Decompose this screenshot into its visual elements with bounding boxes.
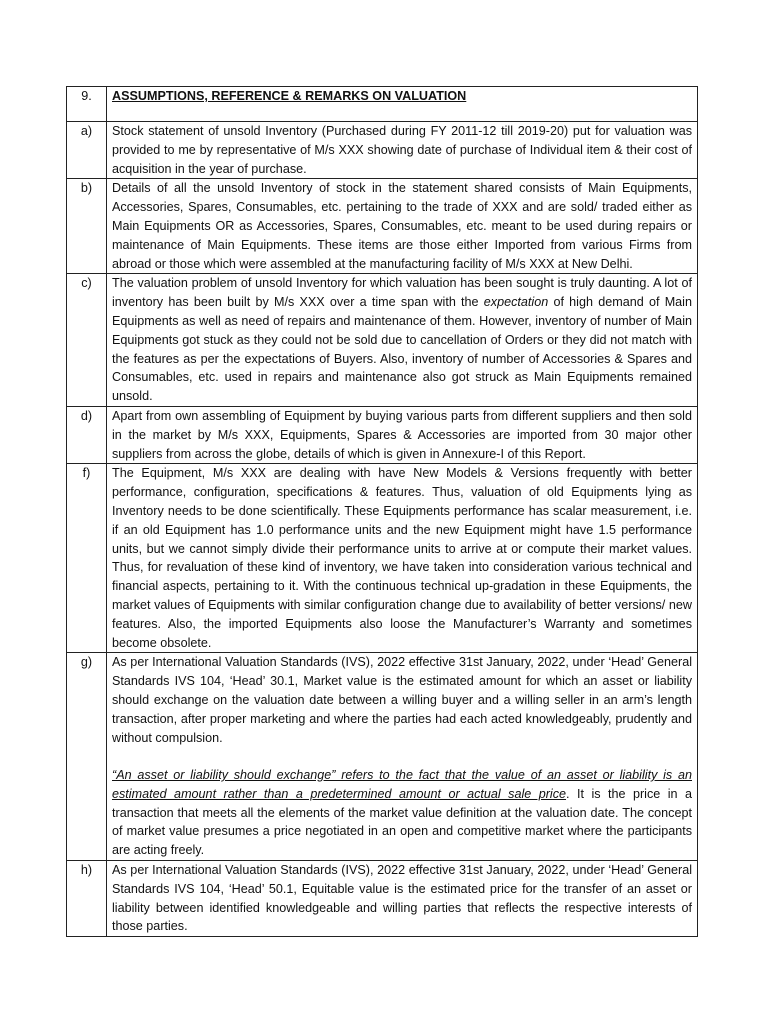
- row-text: As per International Valuation Standards (IVS), 2022 effective 31st January, 2022, under ‘Head’ General Standards IVS 104, ‘Head’ 50.1, Equitable value is the estimated price for the transfer of an asset or liability between identified knowledgeable and willing parties that reflects the respective interests of those parties.: [107, 861, 698, 937]
- row-label: a): [67, 122, 107, 179]
- table-row: [67, 274, 698, 407]
- table-row: [67, 179, 698, 274]
- row-text-part: of high demand of Main Equipments as well as need of repairs and maintenance of them. However, inventory of number of Main Equipments got stuck as they could not be sold due to cancellation of Orders or they did not match with the features as per the expectations of Buyers. Also, inventory of number of Accessories & Spares and Consumables, etc. used in repairs and maintenance also got struck as Main Equipments remained unsold.: [112, 295, 692, 404]
- row-label: b): [67, 179, 107, 274]
- table-row: [67, 464, 698, 653]
- row-text: Stock statement of unsold Inventory (Purchased during FY 2011-12 till 2019-20) put for valuation was provided to me by representative of M/s XXX showing date of purchase of Individual item & their cost of acquisition in the year of purchase.: [107, 122, 698, 179]
- row-label: c): [67, 274, 107, 407]
- paragraph-spacer: [112, 747, 692, 766]
- valuation-remarks-table: [66, 86, 698, 937]
- row-text: [107, 274, 698, 407]
- quoted-definition: “An asset or liability should exchange” refers to the fact that the value of an asset or liability is an estimated amount rather than a predetermined amount or actual sale price: [112, 768, 692, 801]
- paragraph: As per International Valuation Standards (IVS), 2022 effective 31st January, 2022, under ‘Head’ General Standards IVS 104, ‘Head’ 30.1, Market value is the estimated amount for which an asset or liability should exchange on the valuation date between a willing buyer and a willing seller in an arm’s length transaction, after proper marketing and where the parties had each acted knowledgeably, prudently and without compulsion.: [112, 655, 692, 745]
- italic-term: expectation: [483, 295, 549, 310]
- row-label: f): [67, 464, 107, 653]
- row-label: d): [67, 406, 107, 463]
- table-row: [67, 861, 698, 937]
- table-header-row: [67, 87, 698, 122]
- row-text-part: . It is the price in a transaction that meets all the elements of the market value definition at the valuation date. The concept of market value presumes a price negotiated in an open and competitive market where the participants are acting freely.: [112, 786, 692, 858]
- section-number: 9.: [67, 87, 107, 122]
- row-text-part: The valuation problem of unsold Inventory for which valuation has been sought is truly daunting. A lot of inventory has been built by M/s XXX over a time span with the: [112, 276, 692, 310]
- paragraph: [112, 766, 692, 860]
- section-title: ASSUMPTIONS, REFERENCE & REMARKS ON VALUATION: [112, 89, 467, 103]
- table-row: [67, 122, 698, 179]
- row-text: The Equipment, M/s XXX are dealing with have New Models & Versions frequently with better performance, configuration, specifications & features. Thus, valuation of old Equipments lying as Inventory needs to be done scientifically. These Equipments performance has scalar measurement, i.e. if an old Equipment has 1.0 performance units and the new Equipment might have 1.5 performance units, but we cannot simply divide their performance units to arrive at or compute their market values. Thus, for revaluation of these kind of inventory, we have taken into consideration various technical and financial aspects, pertaining to it. With the continuous technical up-gradation in these Equipments, the market values of Equipments with similar configuration change due to availability of better versions/ new features. Also, the imported Equipments also loose the Manufacturer’s Warranty and sometimes become obsolete.: [107, 464, 698, 653]
- row-text: Apart from own assembling of Equipment by buying various parts from different suppliers and then sold in the market by M/s XXX, Equipments, Spares & Accessories are imported from 30 major other suppliers from across the globe, details of which is given in Annexure-I of this Report.: [107, 406, 698, 463]
- row-text: [107, 653, 698, 861]
- section-title-cell: [107, 87, 698, 122]
- row-text: Details of all the unsold Inventory of stock in the statement shared consists of Main Equipments, Accessories, Spares, Consumables, etc. pertaining to the trade of XXX and are sold/ traded either as Main Equipments OR as Accessories, Spares, Consumables, etc. meant to be used during repairs or maintenance of Main Equipments. These items are those either Imported from various Firms from abroad or those which were assembled at the manufacturing facility of M/s XXX at New Delhi.: [107, 179, 698, 274]
- table-row: [67, 653, 698, 861]
- row-label: h): [67, 861, 107, 937]
- table-row: [67, 406, 698, 463]
- row-label: g): [67, 653, 107, 861]
